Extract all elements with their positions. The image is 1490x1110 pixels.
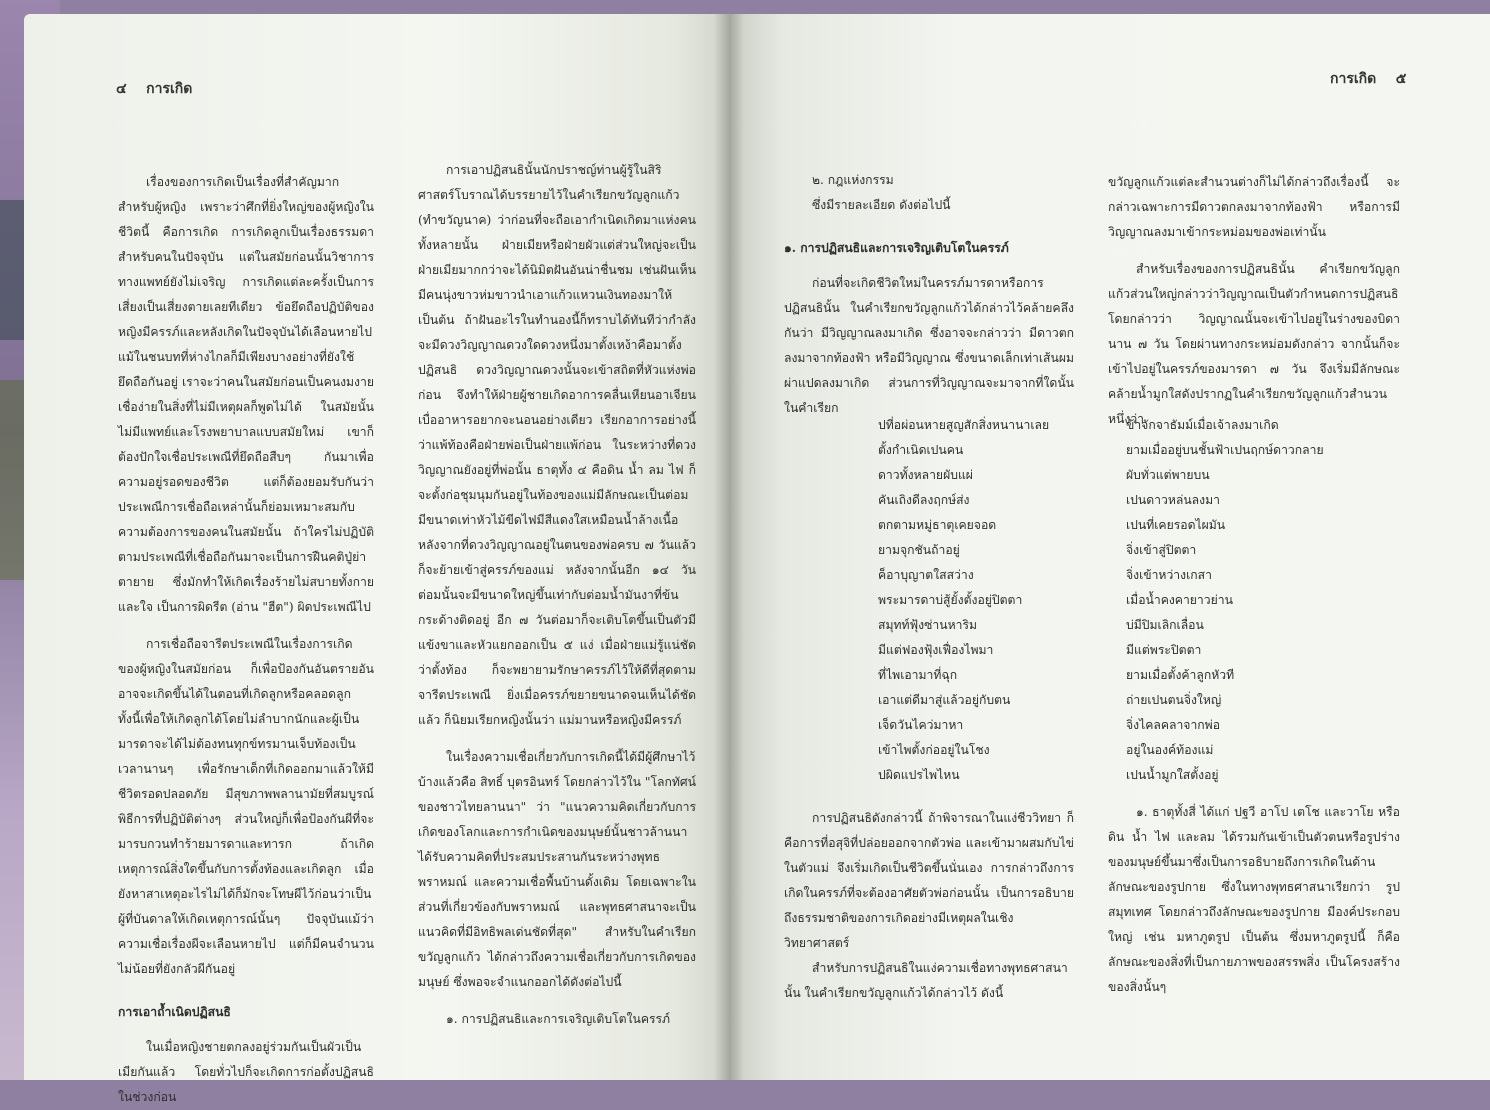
verse-line: ปผิดแปรไพไหน xyxy=(878,768,960,782)
paragraph: การปฏิสนธิดังกล่าวนี้ ถ้าพิจารณาในแง่ชีววิทยา ก็คือการที่อสุจิที่ปล่อยออกจากตัวพ่อ และเข้ามาผสมกับไข่ในตัวแม่ จึงเริ่มเกิดเป็นชีวิตขึ้นนั่นเอง การกล่าวถึงการเกิดในครรภ์ที่จะต้องอาศัยตัวพ่อก่อนนั้น เป็นการอธิบายถึงธรรมชาติของการเกิดอย่างมีเหตุผลในเชิงวิทยาศาสตร์ xyxy=(784,811,1074,950)
left-page-number: ๔ xyxy=(116,81,127,97)
paragraph: การเอาปฏิสนธินั้นนักปราชญ์ท่านผู้รู้ในสิริศาสตร์โบราณได้บรรยายไว้ในคำเรียกขวัญลูกแก้ว (ทำขวัญนาค) ว่าก่อนที่จะถือเอากำเนิดเกิดมาแห่งคนทั้งหลายนั้น ฝ่ายเมียหรือฝ่ายผัวแต่ส่วนใหญ่จะเป็นฝ่ายเมียมากกว่าจะได้นิมิตฝันอันน่าชื่นชม เช่นฝันเห็นมีคนนุ่งขาวห่มขาวนำเอาแก้วแหวนเงินทองมาให้ เป็นต้น ถ้าฝันอะไรในทำนองนี้ก็ทราบได้ทันทีว่ากำลังจะมีดวงวิญญาณดวงใดดวงหนึ่งมาตั้งเหง้าคือมาตั้งปฏิสนธิ ดวงวิญญาณดวงนั้นจะเข้าสถิตที่หัวแห่งพ่อก่อน จึงทำให้ฝ่ายผู้ชายเกิดอาการคลื่นเหียนอาเจียน เบื่ออาหารอยากจะนอนอย่างเดียว เรียกอาการอย่างนี้ว่าแพ้ท้องคือฝ่ายพ่อเป็นฝ่ายแพ้ก่อน ในระหว่างที่ดวงวิญญาณยังอยู่ที่พ่อนั้น ธาตุทั้ง ๔ คือดิน น้ำ ลม ไฟ ก็จะตั้งก่อชุมนุมกันอยู่ในท้องของแม่มีลักษณะเป็นต่อมมีขนาดเท่าหัวไม้ขีดไฟมีสีแดงใสเหมือนน้ำล้างเนื้อ หลังจากที่ดวงวิญญาณอยู่ในตนของพ่อครบ ๗ วันแล้วก็จะย้ายเข้าสู่ครรภ์ของแม่ หลังจากนั้นอีก ๑๔ วัน ต่อมนั้นจะมีขนาดใหญ่ขึ้นเท่ากับต่อมน้ำมันงาที่ข้นกระด้างติดอยู่ อีก ๗ วันต่อมาก็จะเติบโตขึ้นเป็นตัวมีแข้งขาและหัวแยกออกเป็น ๕ แง่ เมื่อฝ่ายแม่รู้แน่ชัดว่าตั้งท้อง ก็จะพยายามรักษาครรภ์ไว้ให้ดีที่สุดตามจารีตประเพณี ยิ่งเมื่อครรภ์ขยายขนาดจนเห็นได้ชัดแล้ว ก็นิยมเรียกหญิงนั้นว่า แม่มานหรือหญิงมีครรภ์ xyxy=(418,163,696,727)
verse-line: เปนดาวหล่นลงมา xyxy=(1126,493,1220,507)
right-page-number: ๕ xyxy=(1395,71,1407,87)
right-page-verse-2 xyxy=(1126,413,1324,788)
verse-line: ผับทั่วแต่พายบน xyxy=(1126,468,1210,482)
verse-line: จิ่งเข้าหว่างเกสา xyxy=(1126,568,1212,582)
verse-line: เปนที่เคยรอดไผมัน xyxy=(1126,518,1226,532)
left-running-title: การเกิด xyxy=(146,81,193,97)
verse-line: คันเถิงดีลงฤกษ์ส่ง xyxy=(878,493,970,507)
verse-line: มีแต่พระปิตตา xyxy=(1126,643,1202,657)
book-gutter xyxy=(714,14,744,1080)
verse-line: อยู่ในองค์ท้องแม่ xyxy=(1126,743,1214,757)
verse-line: ยามจุกชันถ้าอยู่ xyxy=(878,543,960,557)
verse-line: ยามเมื่ออยู่บนชั้นฟ้าเปนฤกษ์ดาวกลาย xyxy=(1126,443,1324,457)
paragraph: สำหรับการปฏิสนธิในแง่ความเชื่อทางพุทธศาสนานั้น ในคำเรียกขวัญลูกแก้วได้กล่าวไว้ ดังนี้ xyxy=(784,961,1068,1000)
paragraph: ๑. ธาตุทั้งสี่ ได้แก่ ปฐวี อาโป เตโช และวาโย หรือ ดิน น้ำ ไฟ และลม ได้รวมกันเข้าเป็นตัวตนหรือรูปร่างของมนุษย์ขึ้นมาซึ่งเป็นการอธิบายถึงการเกิดในด้านลักษณะของรูปกาย ซึ่งในทางพุทธศาสนาเรียกว่า รูปสมุทเทศ โดยกล่าวถึงลักษณะของรูปกาย มีองค์ประกอบใหญ่ เช่น มหาภูตรูป เป็นต้น ซึ่งมหาภูตรูปนี้ ก็คือ ลักษณะของสิ่งที่เป็นกายภาพของสรรพสิ่ง เป็นโครงสร้างของสิ่งนั้นๆ xyxy=(1108,805,1400,994)
right-page-verse-1 xyxy=(878,413,1049,788)
verse-line: ปที่อผ่อนหายสูญสักสิ่งหนานาเลย xyxy=(878,418,1050,432)
paragraph: สำหรับเรื่องของการปฏิสนธินั้น คำเรียกขวัญลูกแก้วส่วนใหญ่กล่าวว่าวิญญาณเป็นตัวกำหนดการปฏิสนธิ โดยกล่าวว่า วิญญาณนั้นจะเข้าไปอยู่ในร่างของบิดานาน ๗ วัน โดยผ่านทางกระหม่อมดังกล่าว จากนั้นก็จะเข้าไปอยู่ในครรภ์ของมารดา ๗ วัน จึงเริ่มมีลักษณะคล้ายน้ำมูกใสดังปรากฏในคำเรียกขวัญลูกแก้วสำนวนหนึ่งว่า xyxy=(1108,262,1400,426)
verse-line: ตกตามหมู่ธาตุเคยจอด xyxy=(878,518,997,532)
verse-line: เปนน้ำมูกใสตั้งอยู่ xyxy=(1126,768,1219,782)
verse-line: ยามเมื่อตั้งค้าลูกหัวที xyxy=(1126,668,1235,682)
paragraph: ในเมื่อหญิงชายตกลงอยู่ร่วมกันเป็นผัวเป็นเมียกันแล้ว โดยทั่วไปก็จะเกิดการก่อตั้งปฏิสนธิ ในช่วงก่อน xyxy=(118,1040,374,1104)
right-page-column-2-bottom xyxy=(1108,800,1400,1000)
verse-line: มีแต่ฟองฟุ้งเฟื่องไพมา xyxy=(878,643,994,657)
right-page-column-1-top xyxy=(784,168,1074,421)
verse-line: สมุทท์ฟุ้งซ่านหาริม xyxy=(878,618,978,632)
verse-line: ถ่ายเปนตนจิ่งใหญ่ xyxy=(1126,693,1222,707)
list-item: ๑. การปฏิสนธิและการเจริญเติบโตในครรภ์ xyxy=(446,1012,671,1026)
right-page-header xyxy=(1330,68,1406,90)
verse-line: ที่ไพเอามาที่ฉุก xyxy=(878,668,958,682)
list-item: ๒. กฎแห่งกรรม xyxy=(812,173,894,187)
paragraph: ก่อนที่จะเกิดชีวิตใหม่ในครรภ์มารดาหรือการปฏิสนธินั้น ในคำเรียกขวัญลูกแก้วได้กล่าวไว้คล้ายคลึงกันว่า มีวิญญาณลงมาเกิด ซึ่งอาจจะกล่าวว่า มีดาวตกลงมาจากท้องฟ้า หรือมีวิญญาณ ซึ่งขนาดเล็กเท่าเส้นผมผ่าแปดลงมาเกิด ส่วนการที่วิญญาณจะมาจากที่ใดนั้น ในคำเรียก xyxy=(784,276,1074,415)
paragraph: ในเรื่องความเชื่อเกี่ยวกับการเกิดนี้ได้มีผู้ศึกษาไว้บ้างแล้วคือ สิทธิ์ บุตรอินทร์ โดยกล่าวไว้ใน "โลกทัศน์ของชาวไทยลานนา" ว่า "แนวความคิดเกี่ยวกับการเกิดของโลกและการกำเนิดของมนุษย์นั้นชาวล้านนาได้รับความคิดที่ประสมประสานกันระหว่างพุทธ พราหมณ์ และความเชื่อพื้นบ้านดั้งเดิม โดยเฉพาะในส่วนที่เกี่ยวข้องกับพราหมณ์ และพุทธศาสนาจะเป็นแนวคิดที่มีอิทธิพลเด่นชัดที่สุด" สำหรับในคำเรียกขวัญลูกแก้ว ได้กล่าวถึงความเชื่อเกี่ยวกับการเกิดของมนุษย์ ซึ่งพอจะจำแนกออกได้ดังต่อไปนี้ xyxy=(418,750,696,989)
right-running-title: การเกิด xyxy=(1330,71,1377,87)
verse-line: เอาแต่ดีมาสู่แล้วอยู่กับตน xyxy=(878,693,1011,707)
left-page-column-2 xyxy=(418,158,696,1032)
left-page-column-1 xyxy=(118,170,374,1110)
paragraph: เรื่องของการเกิดเป็นเรื่องที่สำคัญมากสำหรับผู้หญิง เพราะว่าศึกที่ยิ่งใหญ่ของผู้หญิงในชีวิตนี้ คือการเกิด การเกิดลูกเป็นเรื่องธรรมดาสำหรับคนในปัจจุบัน แต่ในสมัยก่อนนั้นวิชาการทางแพทย์ยังไม่เจริญ การเกิดแต่ละครั้งเป็นการเสี่ยงเป็นเสี่ยงตายเลยทีเดียว ข้อยึดถือปฏิบัติของหญิงมีครรภ์และหลังเกิดในปัจจุบันได้เลือนหายไป แม้ในชนบทที่ห่างไกลก็มีเพียงบางอย่างที่ยังใช้ยึดถือกันอยู่ เราจะว่าคนในสมัยก่อนเป็นคนงมงาย เชื่อง่ายในสิ่งที่ไม่มีเหตุผลก็พูดไม่ได้ ในสมัยนั้นไม่มีแพทย์และโรงพยาบาลแบบสมัยใหม่ เขาก็ต้องปักใจเชื่อประเพณีที่ยึดถือสืบๆ กันมาเพื่อความอยู่รอดของชีวิต แต่ก็ต้องยอมรับกันว่าประเพณีการเชื่อถือเหล่านั้นก็ย่อมเหมาะสมกับความต้องการของคนในสมัยนั้น ถ้าใครไม่ปฏิบัติตามประเพณีที่เชื่อถือกันมาจะเป็นการฝืนคติปู่ย่าตายาย ซึ่งมักทำให้เกิดเรื่องร้ายไม่สบายทั้งกายและใจ เป็นการผิดรีต (อ่าน "ฮีต") ผิดประเพณีไป xyxy=(118,175,374,614)
verse-line: จิ่งไคลคลาจากพ่อ xyxy=(1126,718,1221,732)
verse-line: ค็อาบุญาตใสสว่าง xyxy=(878,568,974,582)
right-page-column-1-bottom xyxy=(784,806,1074,1006)
section-heading: ๑. การปฏิสนธิและการเจริญเติบโตในครรภ์ xyxy=(784,241,1009,255)
verse-line: เจ็ดวันไคว่มาหา xyxy=(878,718,964,732)
verse-line: ข้าจักจาธัมม์เมื่อเจ้าลงมาเกิด xyxy=(1126,418,1279,432)
section-heading: การเอาถ้ำเนิดปฏิสนธิ xyxy=(118,1005,231,1019)
verse-line: จิ่งเข้าสู่ปิตตา xyxy=(1126,543,1197,557)
paragraph: ขวัญลูกแก้วแต่ละสำนวนต่างก็ไม่ได้กล่าวถึงเรื่องนี้ จะกล่าวเฉพาะการมีดาวตกลงมาจากท้องฟ้า หรือการมีวิญญาณลงมาเข้ากระหม่อมของพ่อเท่านั้น xyxy=(1108,175,1400,239)
verse-line: เมื่อน้ำคงคายาวย่าน xyxy=(1126,593,1233,607)
paragraph: การเชื่อถือจารีตประเพณีในเรื่องการเกิดของผู้หญิงในสมัยก่อน ก็เพื่อป้องกันอันตรายอันอาจจะเกิดขึ้นได้ในตอนที่เกิดลูกหรือคลอดลูก ทั้งนี้เพื่อให้เกิดลูกได้โดยไม่ลำบากนักและผู้เป็นมารดาจะได้ไม่ต้องทนทุกข์ทรมานเจ็บท้องเป็นเวลานานๆ เพื่อรักษาเด็กที่เกิดออกมาแล้วให้มีชีวิตรอดปลอดภัย มีสุขภาพพลานามัยที่สมบูรณ์ พิธีการที่ปฏิบัติต่างๆ ส่วนใหญ่ก็เพื่อป้องกันผีที่จะมารบกวนทำร้ายมารดาและทารก ถ้าเกิดเหตุการณ์สิ่งใดขึ้นกับการตั้งท้องและเกิดลูก เมื่อยังหาสาเหตุอะไรไม่ได้ก็มักจะโทษผีไว้ก่อนว่าเป็นผู้ที่บันดาลให้เกิดเหตุการณ์นั้นๆ ปัจจุบันแม้ว่าความเชื่อเรื่องผีจะเลือนหายไป แต่ก็มีคนจำนวนไม่น้อยที่ยังกลัวผีกันอยู่ xyxy=(118,637,374,976)
verse-line: บ่มีปิมเลิกเลื่อน xyxy=(1126,618,1204,632)
right-page-column-2-top xyxy=(1108,170,1400,432)
verse-line: พระมารดาบ่สู้ยั้งตั้งอยู่ปิตตา xyxy=(878,593,1023,607)
verse-line: ดาวทั้งหลายผับแผ่ xyxy=(878,468,973,482)
verse-line: ตั้งกำเนิดเปนคน xyxy=(878,443,964,457)
verse-line: เข้าไพตั้งก่ออยู่ในโชง xyxy=(878,743,990,757)
text-line: ซึ่งมีรายละเอียด ดังต่อไปนี้ xyxy=(812,198,951,212)
left-page-header xyxy=(116,78,192,100)
